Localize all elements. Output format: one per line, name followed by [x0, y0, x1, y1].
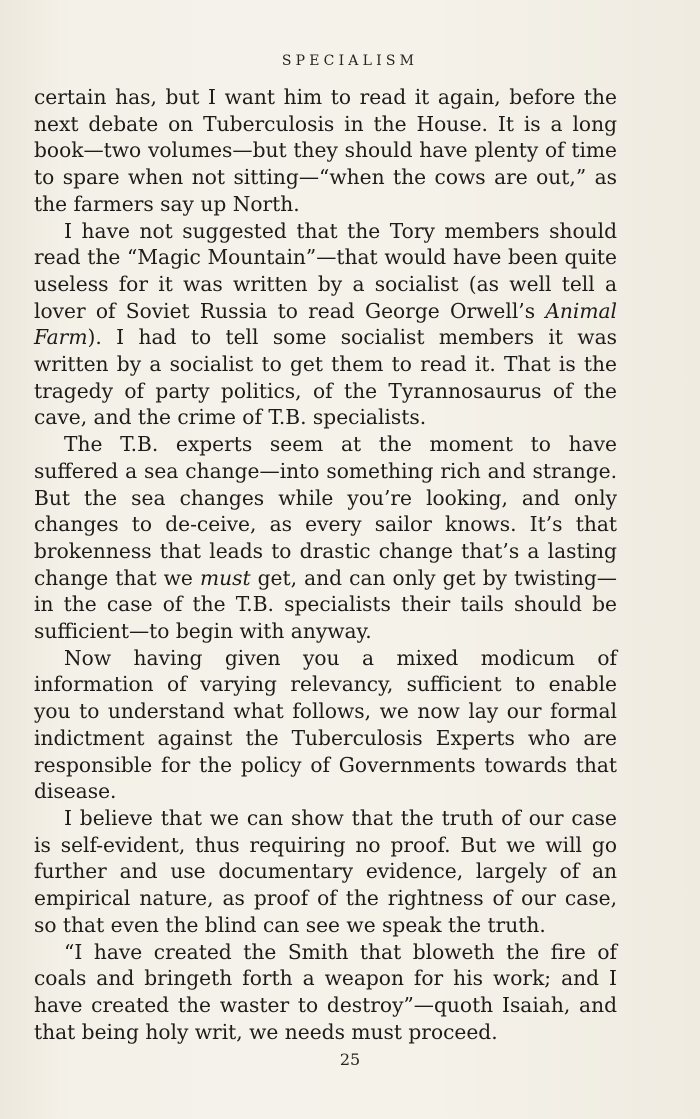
paragraph-2	[34, 218, 617, 432]
body-text	[34, 84, 617, 1045]
paragraph-3	[34, 431, 617, 645]
text-run: I believe that we can show that the truth of our case is self-evident, thus requiring no proof. But we will go further and use documentary evidence, largely of an empirical nature, as proof of the rightness of our case, so that even the blind can see we speak the truth.	[34, 805, 617, 937]
text-run: Now having given you a mixed modicum of information of varying relevancy, sufficient to enable you to understand what follows, we now lay our formal indictment against the Tuberculosis Experts who are responsible for the policy of Governments towards that disease.	[34, 645, 617, 804]
text-run: certain has, but I want him to read it again, before the next debate on Tuberculosis in the House. It is a long book—two volumes—but they should have plenty of time to spare when not sitting—“when the cows are out,” as the farmers say up North.	[34, 85, 617, 216]
text-run: The T.B. experts seem at the moment to have suffered a sea change—into something rich and strange. But the sea changes while you’re looking, and only changes to de-ceive, as every sailor knows. It’s that brokenness that leads to drastic change that’s a lasting change that we	[34, 432, 617, 590]
italic-text: Animal Farm	[34, 298, 617, 350]
text-run: I have not suggested that the Tory members should read the “Magic Mountain”—that would have been quite useless for it was written by a socialist (as well tell a lover of Soviet Russia to read George Orwell’s	[34, 218, 617, 323]
paragraph-6	[34, 939, 617, 1046]
text-run: ). I had to tell some socialist members it was written by a socialist to get them to read it. That is the tragedy of party politics, of the Tyrannosaurus of the cave, and the crime of T.B. specialists.	[34, 325, 617, 430]
paragraph-1	[34, 84, 617, 218]
page-number: 25	[339, 1050, 361, 1069]
paragraph-4	[34, 645, 617, 805]
italic-text: must	[199, 565, 251, 590]
running-header: SPECIALISM	[281, 53, 419, 69]
paragraph-5	[34, 805, 617, 939]
text-run: “I have created the Smith that bloweth the fire of coals and bringeth forth a weapon for his work; and I have created the waster to destroy”—quoth Isaiah, and that being holy writ, we needs must proceed.	[34, 939, 617, 1044]
text-run: get, and can only get by twisting—in the case of the T.B. specialists their tails should be sufficient—to begin with anyway.	[34, 565, 617, 644]
